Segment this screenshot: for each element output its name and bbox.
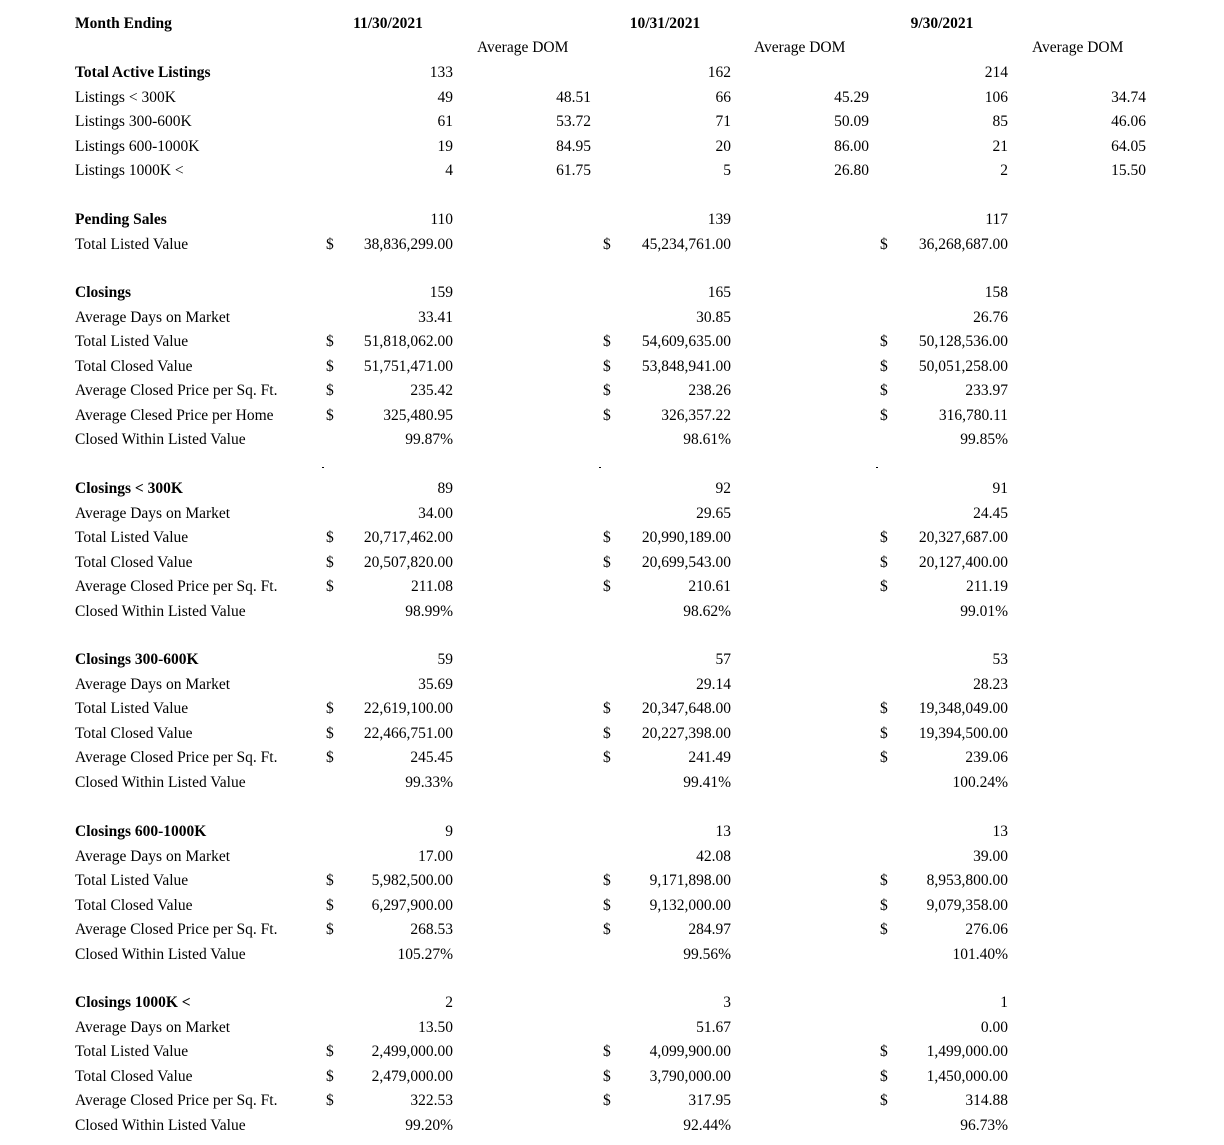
dollar-sign: $ bbox=[880, 333, 888, 350]
row-value: 99.87% bbox=[405, 431, 453, 448]
dollar-sign: $ bbox=[603, 921, 611, 938]
row-value: 2,499,000.00 bbox=[371, 1043, 453, 1060]
row-value: 17.00 bbox=[418, 848, 453, 865]
row-value: 6,297,900.00 bbox=[371, 897, 453, 914]
dollar-sign: $ bbox=[603, 236, 611, 253]
row-label: Closed Within Listed Value bbox=[75, 1117, 246, 1134]
section-title: Closings < 300K bbox=[75, 480, 183, 497]
row-value: 51,751,471.00 bbox=[363, 358, 453, 375]
dollar-sign: $ bbox=[603, 897, 611, 914]
row-value: 99.85% bbox=[960, 431, 1008, 448]
row-label: Total Listed Value bbox=[75, 529, 189, 546]
row-value: 233.97 bbox=[965, 382, 1008, 399]
row-value: 21 bbox=[992, 138, 1008, 155]
row-value: 20,347,648.00 bbox=[641, 700, 731, 717]
row-value: 98.62% bbox=[683, 603, 731, 620]
section-total: 13 bbox=[715, 823, 731, 840]
row-value: 42.08 bbox=[696, 848, 731, 865]
row-label: Average Closed Price per Sq. Ft. bbox=[75, 1092, 278, 1109]
row-value: 101.40% bbox=[952, 946, 1008, 963]
row-value: 99.01% bbox=[960, 603, 1008, 620]
dollar-sign: $ bbox=[326, 1068, 334, 1085]
dollar-sign: $ bbox=[880, 578, 888, 595]
avg-dom-value: 45.29 bbox=[834, 89, 869, 106]
row-value: 99.41% bbox=[683, 774, 731, 791]
row-label: Closed Within Listed Value bbox=[75, 431, 246, 448]
row-value: 36,268,687.00 bbox=[918, 236, 1008, 253]
avg-dom-value: 84.95 bbox=[556, 138, 591, 155]
section-title: Closings 1000K < bbox=[75, 994, 191, 1011]
row-label: Closed Within Listed Value bbox=[75, 774, 246, 791]
dollar-sign: $ bbox=[603, 1043, 611, 1060]
dollar-sign: $ bbox=[326, 529, 334, 546]
section-total: 57 bbox=[715, 651, 731, 668]
row-value: 22,466,751.00 bbox=[363, 725, 453, 742]
row-value: 4,099,900.00 bbox=[649, 1043, 731, 1060]
row-label: Closed Within Listed Value bbox=[75, 603, 246, 620]
dollar-sign: $ bbox=[880, 749, 888, 766]
row-value: 28.23 bbox=[973, 676, 1008, 693]
row-value: 245.45 bbox=[410, 749, 453, 766]
row-label: Average Clesed Price per Home bbox=[75, 407, 274, 424]
row-label: Average Closed Price per Sq. Ft. bbox=[75, 921, 278, 938]
dollar-sign: $ bbox=[880, 382, 888, 399]
row-label: Total Closed Value bbox=[75, 554, 193, 571]
row-label: Total Closed Value bbox=[75, 358, 193, 375]
row-value: 24.45 bbox=[973, 505, 1008, 522]
avg-dom-value: 50.09 bbox=[834, 113, 869, 130]
dollar-sign: $ bbox=[326, 358, 334, 375]
section-title: Pending Sales bbox=[75, 211, 167, 228]
dollar-sign: $ bbox=[326, 921, 334, 938]
row-value: 326,357.22 bbox=[661, 407, 731, 424]
row-value: 20,327,687.00 bbox=[918, 529, 1008, 546]
row-value: 105.27% bbox=[397, 946, 453, 963]
avg-dom-value: 61.75 bbox=[556, 162, 591, 179]
avg-dom-value: 86.00 bbox=[834, 138, 869, 155]
row-value: 238.26 bbox=[688, 382, 731, 399]
row-value: 20,227,398.00 bbox=[641, 725, 731, 742]
dollar-sign: $ bbox=[603, 358, 611, 375]
row-value: 85 bbox=[992, 113, 1008, 130]
row-value: 39.00 bbox=[973, 848, 1008, 865]
row-value: 210.61 bbox=[688, 578, 731, 595]
row-label: Average Days on Market bbox=[75, 676, 231, 693]
row-label: Average Closed Price per Sq. Ft. bbox=[75, 749, 278, 766]
row-value: 268.53 bbox=[410, 921, 453, 938]
dollar-sign: $ bbox=[326, 749, 334, 766]
dollar-sign: $ bbox=[326, 236, 334, 253]
avg-dom-header-1: Average DOM bbox=[477, 39, 569, 56]
dollar-sign: $ bbox=[326, 1043, 334, 1060]
row-label: Average Days on Market bbox=[75, 505, 231, 522]
row-value: 5 bbox=[723, 162, 731, 179]
row-value: 96.73% bbox=[960, 1117, 1008, 1134]
row-value: 20,990,189.00 bbox=[641, 529, 731, 546]
month-header-2: 10/31/2021 bbox=[629, 15, 701, 32]
dollar-sign: $ bbox=[326, 872, 334, 889]
row-value: 13.50 bbox=[418, 1019, 453, 1036]
dollar-sign: $ bbox=[880, 529, 888, 546]
row-value: 322.53 bbox=[410, 1092, 453, 1109]
row-value: 9,079,358.00 bbox=[926, 897, 1008, 914]
row-label: Average Days on Market bbox=[75, 309, 231, 326]
section-total: 159 bbox=[429, 284, 453, 301]
row-value: 1,499,000.00 bbox=[926, 1043, 1008, 1060]
row-value: 0.00 bbox=[980, 1019, 1008, 1036]
section-total: 9 bbox=[445, 823, 453, 840]
row-label: Average Closed Price per Sq. Ft. bbox=[75, 382, 278, 399]
row-value: 29.65 bbox=[696, 505, 731, 522]
row-value: 100.24% bbox=[952, 774, 1008, 791]
row-value: 20,127,400.00 bbox=[918, 554, 1008, 571]
row-value: 99.33% bbox=[405, 774, 453, 791]
dollar-sign: $ bbox=[326, 578, 334, 595]
row-value: 71 bbox=[715, 113, 731, 130]
row-value: 29.14 bbox=[696, 676, 731, 693]
dollar-sign: $ bbox=[880, 1068, 888, 1085]
row-value: 30.85 bbox=[696, 309, 731, 326]
row-value: 5,982,500.00 bbox=[371, 872, 453, 889]
dollar-sign: $ bbox=[603, 725, 611, 742]
dollar-sign: $ bbox=[880, 700, 888, 717]
row-value: 1,450,000.00 bbox=[926, 1068, 1008, 1085]
row-value: 61 bbox=[437, 113, 453, 130]
dollar-sign: $ bbox=[880, 236, 888, 253]
dollar-sign: $ bbox=[326, 700, 334, 717]
row-value: 235.42 bbox=[410, 382, 453, 399]
section-total: 139 bbox=[707, 211, 731, 228]
row-value: 284.97 bbox=[688, 921, 731, 938]
section-total: 91 bbox=[992, 480, 1008, 497]
avg-dom-value: 15.50 bbox=[1111, 162, 1146, 179]
stray-mark bbox=[322, 467, 324, 468]
row-value: 9,132,000.00 bbox=[649, 897, 731, 914]
row-value: 66 bbox=[715, 89, 731, 106]
row-label: Listings 600-1000K bbox=[75, 138, 200, 155]
dollar-sign: $ bbox=[603, 554, 611, 571]
row-value: 314.88 bbox=[965, 1092, 1008, 1109]
dollar-sign: $ bbox=[880, 358, 888, 375]
stray-mark bbox=[599, 467, 601, 468]
row-value: 20,699,543.00 bbox=[641, 554, 731, 571]
row-value: 9,171,898.00 bbox=[649, 872, 731, 889]
section-total: 53 bbox=[992, 651, 1008, 668]
row-value: 50,128,536.00 bbox=[918, 333, 1008, 350]
dollar-sign: $ bbox=[880, 897, 888, 914]
row-value: 8,953,800.00 bbox=[926, 872, 1008, 889]
section-total: 13 bbox=[992, 823, 1008, 840]
dollar-sign: $ bbox=[326, 407, 334, 424]
row-value: 239.06 bbox=[965, 749, 1008, 766]
row-value: 99.20% bbox=[405, 1117, 453, 1134]
dollar-sign: $ bbox=[880, 921, 888, 938]
row-value: 54,609,635.00 bbox=[641, 333, 731, 350]
row-value: 51,818,062.00 bbox=[363, 333, 453, 350]
dollar-sign: $ bbox=[603, 1092, 611, 1109]
row-value: 98.99% bbox=[405, 603, 453, 620]
row-value: 19 bbox=[437, 138, 453, 155]
row-label: Total Listed Value bbox=[75, 236, 189, 253]
dollar-sign: $ bbox=[603, 578, 611, 595]
row-value: 276.06 bbox=[965, 921, 1008, 938]
row-value: 4 bbox=[445, 162, 453, 179]
dollar-sign: $ bbox=[603, 529, 611, 546]
row-label: Closed Within Listed Value bbox=[75, 946, 246, 963]
dollar-sign: $ bbox=[603, 749, 611, 766]
section-total: 110 bbox=[430, 211, 453, 228]
row-value: 211.19 bbox=[965, 578, 1008, 595]
section-title: Total Active Listings bbox=[75, 64, 211, 81]
dollar-sign: $ bbox=[326, 554, 334, 571]
avg-dom-value: 26.80 bbox=[834, 162, 869, 179]
dollar-sign: $ bbox=[326, 333, 334, 350]
section-total: 117 bbox=[985, 211, 1008, 228]
avg-dom-value: 46.06 bbox=[1111, 113, 1146, 130]
section-total: 59 bbox=[437, 651, 453, 668]
dollar-sign: $ bbox=[880, 1043, 888, 1060]
row-value: 45,234,761.00 bbox=[641, 236, 731, 253]
dollar-sign: $ bbox=[603, 872, 611, 889]
row-value: 106 bbox=[984, 89, 1008, 106]
dollar-sign: $ bbox=[880, 407, 888, 424]
row-label: Listings 300-600K bbox=[75, 113, 192, 130]
row-value: 2,479,000.00 bbox=[371, 1068, 453, 1085]
row-value: 317.95 bbox=[688, 1092, 731, 1109]
row-value: 53,848,941.00 bbox=[641, 358, 731, 375]
row-value: 26.76 bbox=[973, 309, 1008, 326]
row-value: 325,480.95 bbox=[383, 407, 453, 424]
avg-dom-value: 34.74 bbox=[1111, 89, 1146, 106]
row-value: 20,717,462.00 bbox=[363, 529, 453, 546]
row-label: Total Listed Value bbox=[75, 333, 189, 350]
dollar-sign: $ bbox=[880, 554, 888, 571]
row-value: 50,051,258.00 bbox=[918, 358, 1008, 375]
stray-mark bbox=[876, 467, 878, 468]
row-value: 34.00 bbox=[418, 505, 453, 522]
dollar-sign: $ bbox=[603, 382, 611, 399]
row-value: 3,790,000.00 bbox=[649, 1068, 731, 1085]
section-total: 89 bbox=[437, 480, 453, 497]
row-label: Total Listed Value bbox=[75, 1043, 189, 1060]
row-label: Total Closed Value bbox=[75, 897, 193, 914]
row-value: 49 bbox=[437, 89, 453, 106]
row-label: Average Days on Market bbox=[75, 848, 231, 865]
row-value: 35.69 bbox=[418, 676, 453, 693]
section-total: 3 bbox=[723, 994, 731, 1011]
row-value: 92.44% bbox=[683, 1117, 731, 1134]
row-value: 99.56% bbox=[683, 946, 731, 963]
section-total: 162 bbox=[707, 64, 731, 81]
dollar-sign: $ bbox=[603, 333, 611, 350]
avg-dom-value: 53.72 bbox=[556, 113, 591, 130]
section-total: 214 bbox=[984, 64, 1008, 81]
row-label: Average Closed Price per Sq. Ft. bbox=[75, 578, 278, 595]
row-value: 20 bbox=[715, 138, 731, 155]
dollar-sign: $ bbox=[880, 725, 888, 742]
row-value: 19,394,500.00 bbox=[918, 725, 1008, 742]
dollar-sign: $ bbox=[326, 897, 334, 914]
dollar-sign: $ bbox=[326, 725, 334, 742]
row-value: 20,507,820.00 bbox=[363, 554, 453, 571]
section-total: 1 bbox=[1000, 994, 1008, 1011]
month-header-1: 11/30/2021 bbox=[353, 15, 423, 32]
section-title: Closings bbox=[75, 284, 131, 301]
dollar-sign: $ bbox=[326, 382, 334, 399]
avg-dom-value: 48.51 bbox=[556, 89, 591, 106]
row-value: 98.61% bbox=[683, 431, 731, 448]
avg-dom-header-2: Average DOM bbox=[754, 39, 846, 56]
row-value: 241.49 bbox=[688, 749, 731, 766]
row-label: Total Closed Value bbox=[75, 725, 193, 742]
row-label: Total Listed Value bbox=[75, 700, 189, 717]
avg-dom-header-3: Average DOM bbox=[1032, 39, 1124, 56]
row-value: 211.08 bbox=[410, 578, 453, 595]
section-total: 133 bbox=[429, 64, 453, 81]
month-header-3: 9/30/2021 bbox=[910, 15, 974, 32]
dollar-sign: $ bbox=[880, 1092, 888, 1109]
row-value: 19,348,049.00 bbox=[918, 700, 1008, 717]
dollar-sign: $ bbox=[326, 1092, 334, 1109]
dollar-sign: $ bbox=[603, 407, 611, 424]
section-total: 158 bbox=[984, 284, 1008, 301]
avg-dom-value: 64.05 bbox=[1111, 138, 1146, 155]
row-label: Average Days on Market bbox=[75, 1019, 231, 1036]
row-value: 51.67 bbox=[696, 1019, 731, 1036]
dollar-sign: $ bbox=[603, 700, 611, 717]
section-total: 92 bbox=[715, 480, 731, 497]
dollar-sign: $ bbox=[603, 1068, 611, 1085]
section-title: Closings 300-600K bbox=[75, 651, 199, 668]
row-value: 33.41 bbox=[418, 309, 453, 326]
row-label: Listings < 300K bbox=[75, 89, 176, 106]
dollar-sign: $ bbox=[880, 872, 888, 889]
row-label: Listings 1000K < bbox=[75, 162, 184, 179]
month-ending-label: Month Ending bbox=[75, 15, 172, 32]
row-value: 2 bbox=[1000, 162, 1008, 179]
row-label: Total Closed Value bbox=[75, 1068, 193, 1085]
section-title: Closings 600-1000K bbox=[75, 823, 207, 840]
row-value: 22,619,100.00 bbox=[363, 700, 453, 717]
section-total: 2 bbox=[445, 994, 453, 1011]
row-label: Total Listed Value bbox=[75, 872, 189, 889]
section-total: 165 bbox=[707, 284, 731, 301]
row-value: 38,836,299.00 bbox=[363, 236, 453, 253]
row-value: 316,780.11 bbox=[938, 407, 1008, 424]
